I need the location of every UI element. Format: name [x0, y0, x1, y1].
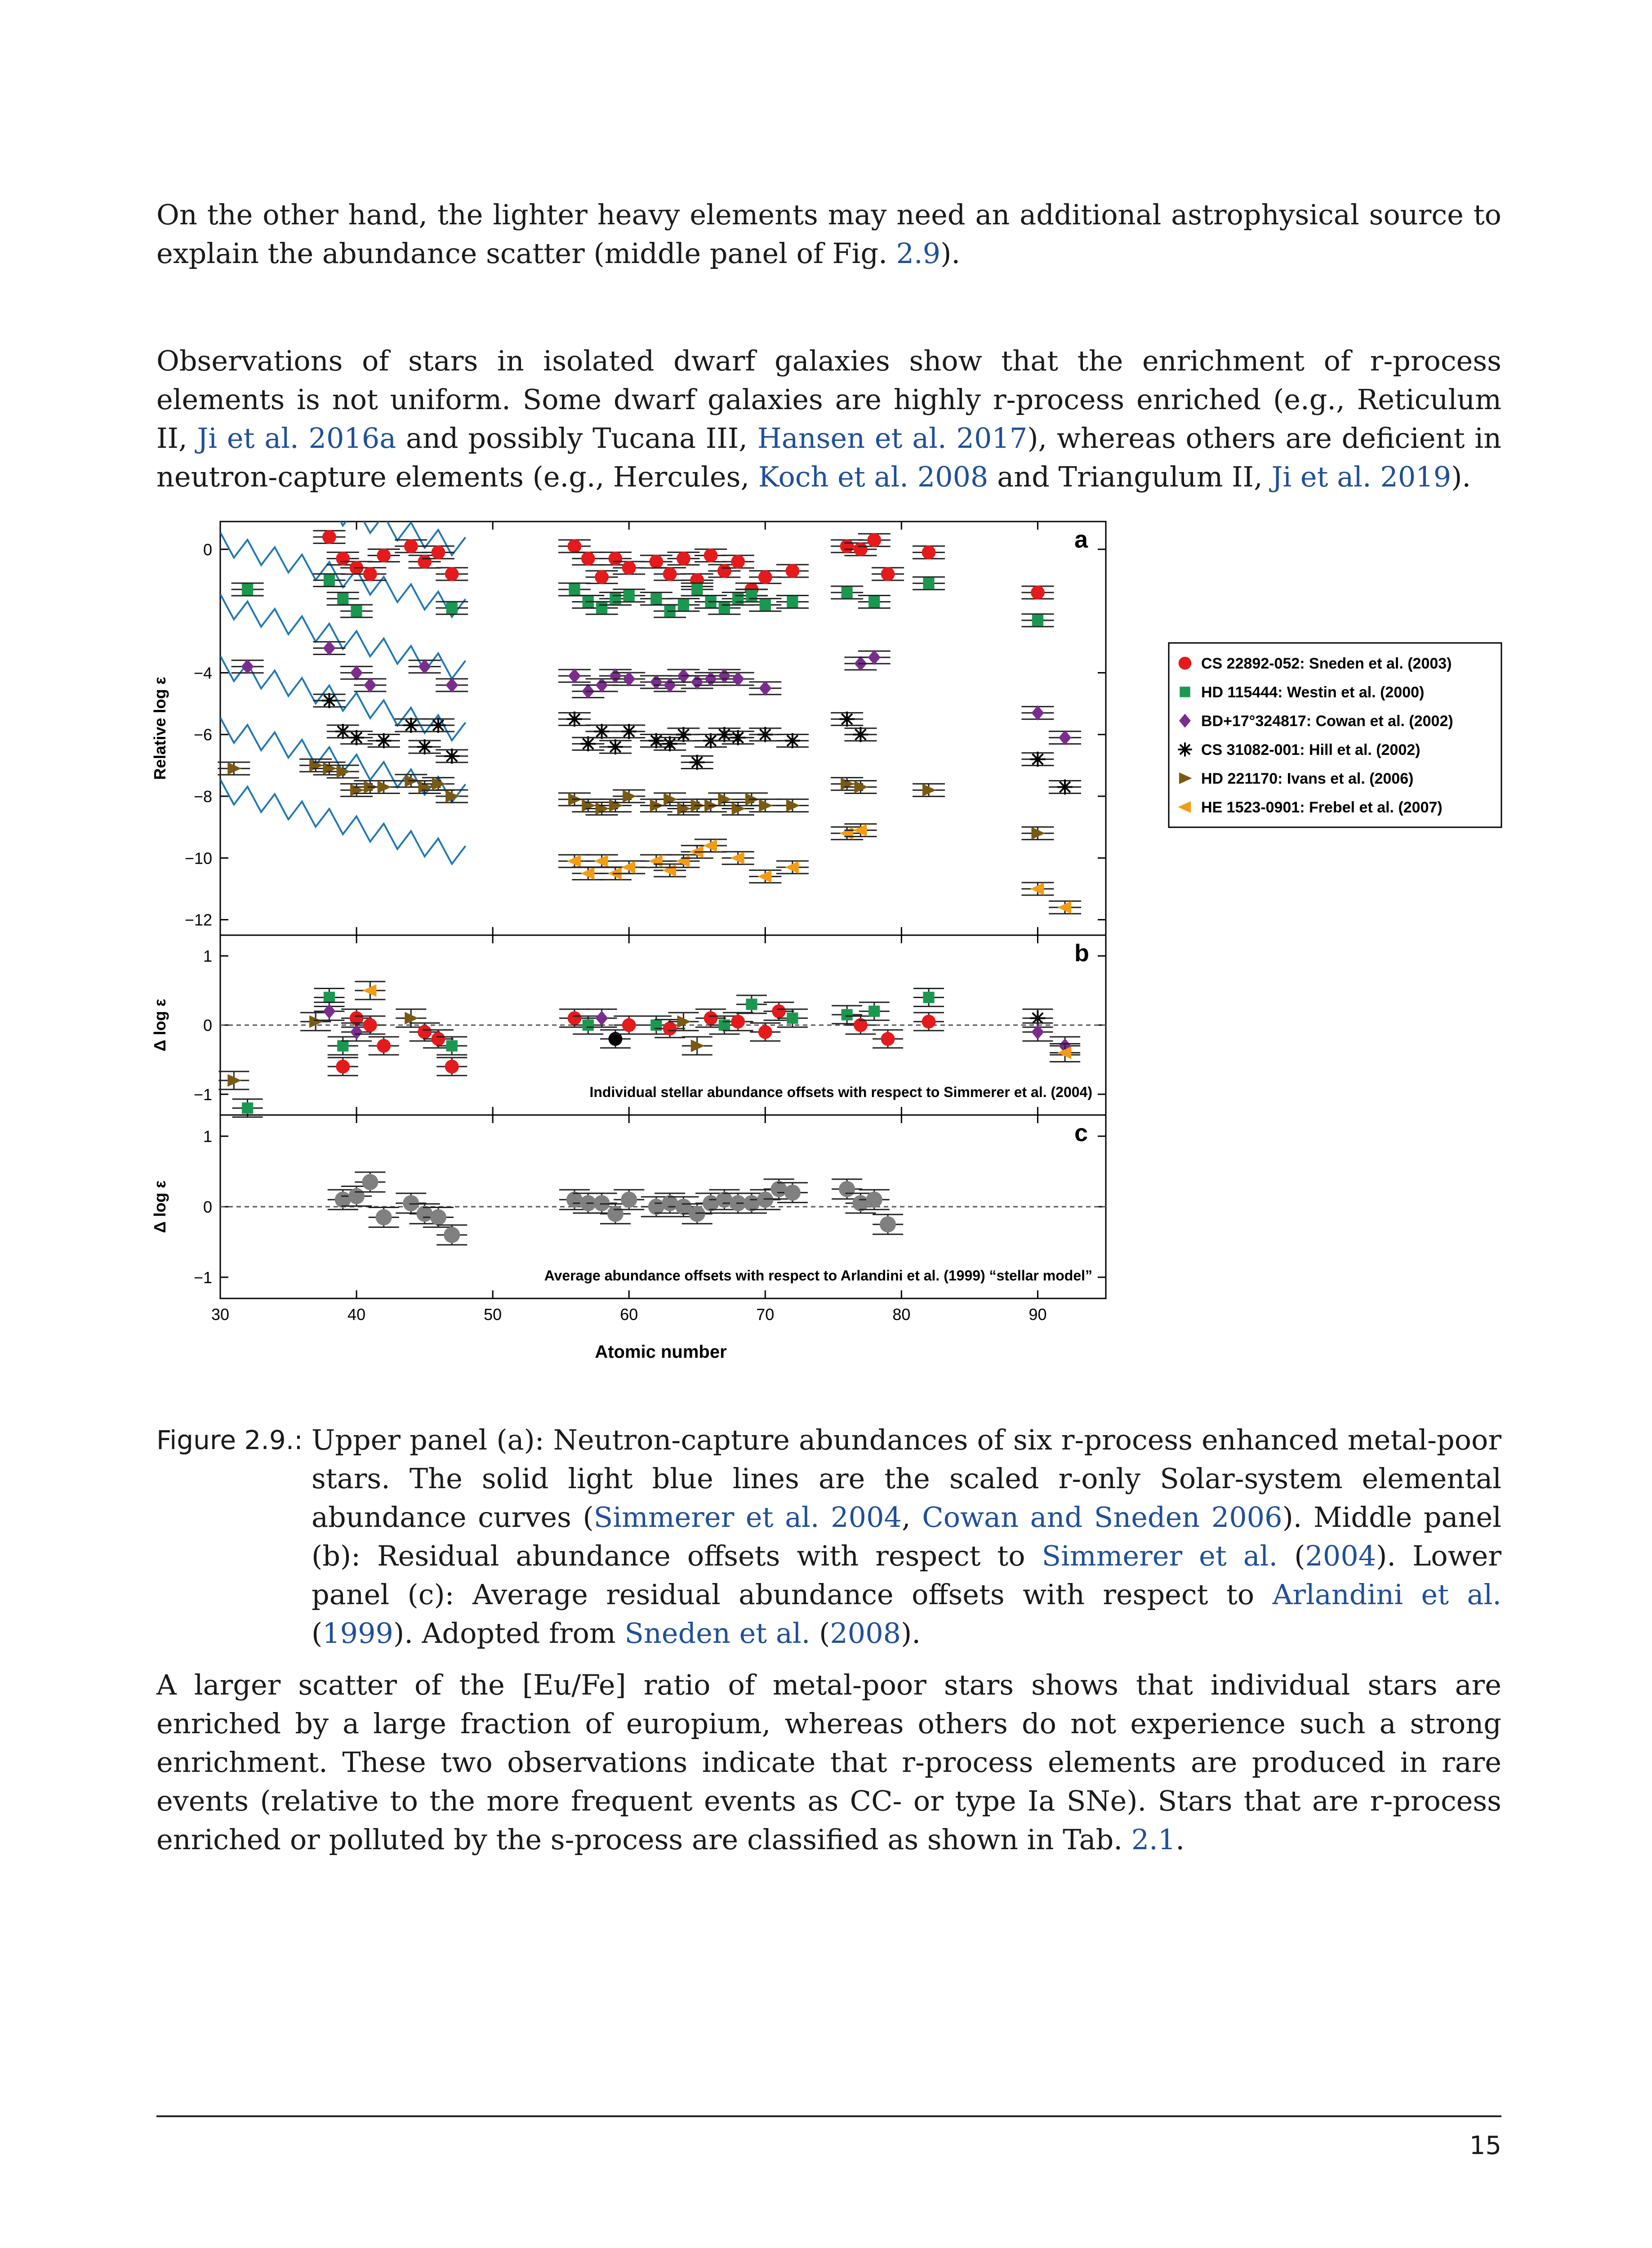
legend-marker [1180, 687, 1190, 697]
data-point [444, 1227, 460, 1243]
data-point [581, 736, 596, 752]
data-point [922, 545, 936, 559]
legend-entry: HD 115444: Westin et al. (2000) [1201, 684, 1425, 701]
data-point [403, 1195, 419, 1211]
data-point [623, 590, 635, 601]
data-point [609, 668, 622, 683]
solar-curves [220, 517, 466, 864]
data-point [351, 606, 362, 617]
solar-curve-5 [220, 779, 466, 864]
data-point [376, 1209, 392, 1226]
data-point [866, 1191, 882, 1208]
data-point [676, 727, 691, 742]
panel-b-ylabel: Δ log ε [151, 999, 169, 1052]
legend [1169, 643, 1501, 827]
data-point [621, 724, 637, 739]
data-point [867, 533, 881, 547]
x-tick-label: 60 [620, 1305, 638, 1324]
data-point [732, 671, 744, 687]
panel-b-panel-label: b [1074, 940, 1089, 967]
data-point [650, 593, 662, 604]
data-point [758, 727, 773, 742]
data-point [1057, 780, 1073, 795]
series-1 [232, 574, 1054, 626]
data-point [853, 727, 868, 742]
data-point [839, 712, 855, 727]
panel-a-ylabel: Relative log ε [151, 677, 169, 780]
paragraph-3 [156, 1666, 1501, 1859]
data-point [418, 1025, 432, 1039]
data-point [335, 1191, 351, 1208]
data-point [336, 552, 350, 566]
data-point [596, 602, 607, 614]
citation-arlandini-year[interactable]: 1999 [322, 1617, 393, 1650]
data-point [322, 693, 337, 708]
data-point [404, 718, 419, 733]
data-point [839, 1181, 855, 1197]
data-point [663, 678, 676, 693]
data-point [445, 567, 459, 581]
caption-label: Figure 2.9.: [156, 1425, 303, 1455]
paragraph-3-text: A larger scatter of the [Eu/Fe] ratio of metal-poor stars shows that individual stars are enriched by a large fraction of europium, whereas others do not experience such a strong enrichment. These two observations indicate that r-process elements are produced in rare events (relative to the more frequent events as CC- or type Ia SNe). Stars that are r-process enriched or polluted by the s-process are classified as shown in Tab. [156, 1668, 1501, 1856]
data-point [717, 564, 731, 578]
panel-c-annotation: Average abundance offsets with respect to Arlandini et al. (1999) “stellar model” [544, 1267, 1092, 1284]
data-point [704, 549, 718, 562]
panel-b-ytick-label: −1 [193, 1085, 212, 1104]
paragraph-2-text-1: Observations of stars in isolated dwarf galaxies show that the enrichment of r-process elements is not uniform. Some dwarf galaxies are highly r-process enriched (e.g., Reticulum II, [156, 344, 1501, 455]
data-point [690, 755, 705, 770]
data-point [404, 540, 418, 553]
data-point [772, 1004, 786, 1018]
series-5 [558, 824, 1081, 914]
citation-arlandini-et-al[interactable]: Arlandini et al. [1272, 1578, 1502, 1611]
data-point [689, 1206, 705, 1222]
data-point [363, 567, 377, 581]
legend-entry: HE 1523-0901: Frebel et al. (2007) [1201, 799, 1443, 816]
panel-a-ytick-label: 0 [203, 540, 212, 559]
data-point [622, 561, 636, 575]
legend-marker [1178, 742, 1192, 756]
table-ref-link[interactable]: 2.1 [1131, 1823, 1176, 1856]
data-point [623, 671, 635, 687]
figure-caption [156, 1421, 1501, 1653]
caption-body [312, 1421, 1501, 1653]
data-point [760, 599, 771, 611]
paragraph-2-text-4: and Triangulum II, [988, 460, 1272, 493]
data-point [704, 671, 717, 687]
series-2 [232, 641, 1081, 745]
panel-a-panel-label: a [1074, 526, 1088, 553]
data-point [595, 570, 609, 584]
data-point [337, 593, 348, 604]
data-point [445, 678, 458, 693]
data-point [568, 668, 581, 683]
data-point [732, 593, 744, 604]
panel-a-ytick-label: −10 [184, 849, 212, 868]
panel-b-annotation: Individual stellar abundance offsets with respect to Simmerer et al. (2004) [589, 1084, 1092, 1100]
panel-a-frame [220, 522, 1106, 935]
data-point [566, 1191, 583, 1208]
paragraph-2-text-5: ). [1451, 460, 1471, 493]
data-point [1032, 615, 1043, 626]
caption-text-1: Upper panel (a): Neutron-capture abundances of six r-process enhanced metal-poor stars. The solid light blue lines are the scaled r-only Solar-system elemental abundance curves ( [312, 1423, 1501, 1534]
data-point [746, 999, 757, 1010]
data-point [719, 602, 730, 614]
data-point [610, 593, 621, 604]
data-point [621, 1191, 637, 1208]
data-point [568, 540, 582, 553]
citation-sneden-year[interactable]: 2008 [830, 1617, 901, 1650]
data-point [746, 590, 757, 601]
panel-c-ylabel: Δ log ε [151, 1180, 169, 1233]
data-point [430, 1209, 446, 1226]
data-point [348, 1188, 365, 1204]
data-point [583, 1019, 594, 1030]
data-point [786, 564, 800, 578]
data-point [608, 739, 623, 754]
data-point [677, 552, 690, 566]
data-point [731, 555, 745, 569]
footer-rule [156, 2115, 1501, 2117]
x-tick-label: 30 [211, 1305, 230, 1324]
data-point [731, 1015, 745, 1029]
data-point [324, 575, 335, 586]
data-point [242, 584, 253, 595]
data-point [418, 555, 432, 569]
caption-text-7: ). Adopted from [393, 1617, 625, 1650]
data-point [622, 1018, 636, 1032]
x-tick-label: 80 [892, 1305, 911, 1324]
data-point [350, 665, 363, 681]
data-point [852, 1195, 868, 1211]
data-point [363, 1018, 377, 1032]
data-point [663, 567, 677, 581]
data-point [322, 530, 336, 544]
legend-entry: CS 31082-001: Hill et al. (2002) [1201, 741, 1420, 758]
data-point [678, 599, 689, 611]
caption-text-6: ( [312, 1617, 323, 1650]
data-point [377, 549, 391, 562]
data-point [662, 1195, 678, 1211]
data-point [650, 674, 663, 690]
panel-a-ytick-label: −4 [193, 664, 212, 682]
series-3 [313, 693, 1081, 794]
data-point [717, 727, 732, 742]
data-point [376, 733, 392, 749]
data-point [1030, 752, 1046, 767]
data-point [349, 730, 364, 745]
solar-curve-0 [220, 517, 466, 555]
data-point [923, 578, 934, 589]
panel-a-ytick-label: −12 [184, 910, 212, 929]
data-point [594, 1195, 610, 1211]
data-point [716, 1191, 732, 1208]
citation-simmerer-2004[interactable]: Simmerer et al. 2004 [593, 1501, 902, 1534]
citation-simmerer-et-al[interactable]: Simmerer et al. [1042, 1539, 1278, 1572]
panel-a-ytick-label: −6 [193, 725, 212, 744]
data-point [704, 1011, 718, 1025]
paragraph-3-end: . [1176, 1823, 1185, 1856]
data-point [758, 1025, 772, 1039]
data-point [446, 1040, 458, 1052]
legend-entry: BD+17°324817: Cowan et al. (2002) [1201, 713, 1453, 730]
data-point [718, 668, 730, 683]
data-point [922, 1015, 936, 1029]
caption-text-9: ). [901, 1617, 921, 1650]
caption-text-5: ). Lower panel (c): Average residual abundance offsets with respect to [312, 1539, 1502, 1611]
caption-text-2: , [901, 1501, 922, 1534]
panel-a [151, 517, 1106, 935]
paragraph-2-text-3: ), whereas others are deficient in neutron-capture elements (e.g., Hercules, [156, 422, 1501, 493]
data-point [444, 749, 459, 764]
data-point [840, 540, 854, 553]
legend-entry: HD 221170: Ivans et al. (2006) [1201, 770, 1414, 787]
citation-ji-2016a[interactable]: Ji et al. 2016a [197, 422, 396, 455]
data-point [445, 1060, 459, 1074]
data-point [842, 1009, 853, 1020]
data-point [1031, 705, 1044, 721]
data-point [567, 712, 582, 727]
series-4 [218, 759, 1054, 839]
legend-entry: CS 22892-052: Sneden et al. (2003) [1201, 655, 1452, 672]
data-point [377, 1039, 391, 1053]
x-tick-label: 90 [1029, 1305, 1047, 1324]
paragraph-2 [156, 342, 1501, 496]
data-point [881, 1032, 895, 1046]
data-point [771, 1181, 787, 1197]
panel-b-ytick-label: 0 [203, 1016, 212, 1035]
data-point [881, 567, 895, 581]
data-point [431, 718, 446, 733]
data-point [596, 1011, 608, 1026]
data-point [663, 1021, 677, 1035]
data-point [854, 542, 868, 556]
citation-simmerer-year[interactable]: 2004 [1305, 1539, 1376, 1572]
data-point [337, 1040, 348, 1052]
data-point [691, 584, 703, 595]
paragraph-1 [156, 196, 1501, 273]
data-point [787, 1012, 798, 1024]
data-point [364, 678, 376, 693]
data-point [1031, 586, 1045, 600]
panel-b [151, 935, 1106, 1117]
data-point [417, 1206, 433, 1222]
x-tick-label: 50 [484, 1305, 502, 1324]
panel-c [151, 1115, 1106, 1324]
paragraph-2-text-2: and possibly Tucana III, [396, 422, 757, 455]
data-point [730, 730, 746, 745]
paragraph-1-text: On the other hand, the lighter heavy elements may need an additional astrophysical source to explain the abundance scatter (middle panel of Fig. [156, 198, 1501, 270]
data-point [842, 587, 853, 598]
citation-ji-2019[interactable]: Ji et al. 2019 [1271, 460, 1452, 493]
caption-text-3: ). Middle panel (b): Residual abundance offsets with respect to [312, 1501, 1501, 1572]
data-point [568, 1011, 582, 1025]
caption-text-4: ( [1278, 1539, 1305, 1572]
data-point [703, 1195, 719, 1211]
data-point [607, 1206, 623, 1222]
paragraph-1-end: ). [940, 237, 961, 270]
figure-ref-link[interactable]: 2.9 [896, 237, 941, 270]
data-point [648, 1199, 664, 1215]
data-point [785, 733, 800, 749]
panel-a-ytick-label: −8 [193, 787, 212, 806]
data-point [432, 545, 445, 559]
data-point [649, 733, 664, 749]
citation-hansen-2017[interactable]: Hansen et al. 2017 [757, 422, 1028, 455]
data-point [242, 1102, 253, 1114]
data-point [868, 650, 881, 665]
data-point [336, 1060, 350, 1074]
data-point [759, 681, 771, 696]
data-point [417, 739, 432, 754]
x-tick-label: 70 [756, 1305, 775, 1324]
panel-c-ytick-label: 0 [203, 1198, 212, 1216]
data-point [446, 602, 458, 614]
data-point [323, 641, 335, 656]
citation-sneden-et-al[interactable]: Sneden et al. [624, 1617, 810, 1650]
data-point [784, 1185, 801, 1201]
data-point [569, 584, 580, 595]
panel-c-ytick-label: −1 [193, 1268, 212, 1287]
data-point [362, 1174, 378, 1190]
data-point [1059, 730, 1071, 745]
figure-2-9 [148, 517, 1510, 1380]
data-point [757, 1191, 773, 1208]
data-point [662, 736, 677, 752]
data-point [868, 596, 880, 607]
citation-koch-2008[interactable]: Koch et al. 2008 [758, 460, 989, 493]
data-point [649, 555, 663, 569]
data-point [868, 1006, 880, 1017]
data-point [324, 992, 335, 1003]
panel-c-panel-label: c [1074, 1120, 1088, 1146]
data-point [923, 992, 934, 1003]
citation-cowan-sneden-2006[interactable]: Cowan and Sneden 2006 [922, 1501, 1282, 1534]
data-point [758, 570, 772, 584]
data-point [691, 674, 704, 690]
panel-b-ytick-label: 1 [203, 947, 212, 966]
data-point [787, 596, 798, 607]
page-number: 15 [1469, 2131, 1501, 2160]
data-point [880, 1216, 896, 1232]
caption-text-8: ( [810, 1617, 830, 1650]
legend-marker [1179, 657, 1192, 670]
data-point [596, 678, 608, 693]
data-point [581, 552, 595, 566]
data-point [744, 1195, 760, 1211]
x-tick-label: 40 [347, 1305, 366, 1324]
panel-c-ytick-label: 1 [203, 1127, 212, 1146]
data-point [609, 552, 623, 566]
x-axis-label: Atomic number [595, 1342, 727, 1362]
data-point [594, 724, 610, 739]
data-point [432, 1032, 445, 1046]
